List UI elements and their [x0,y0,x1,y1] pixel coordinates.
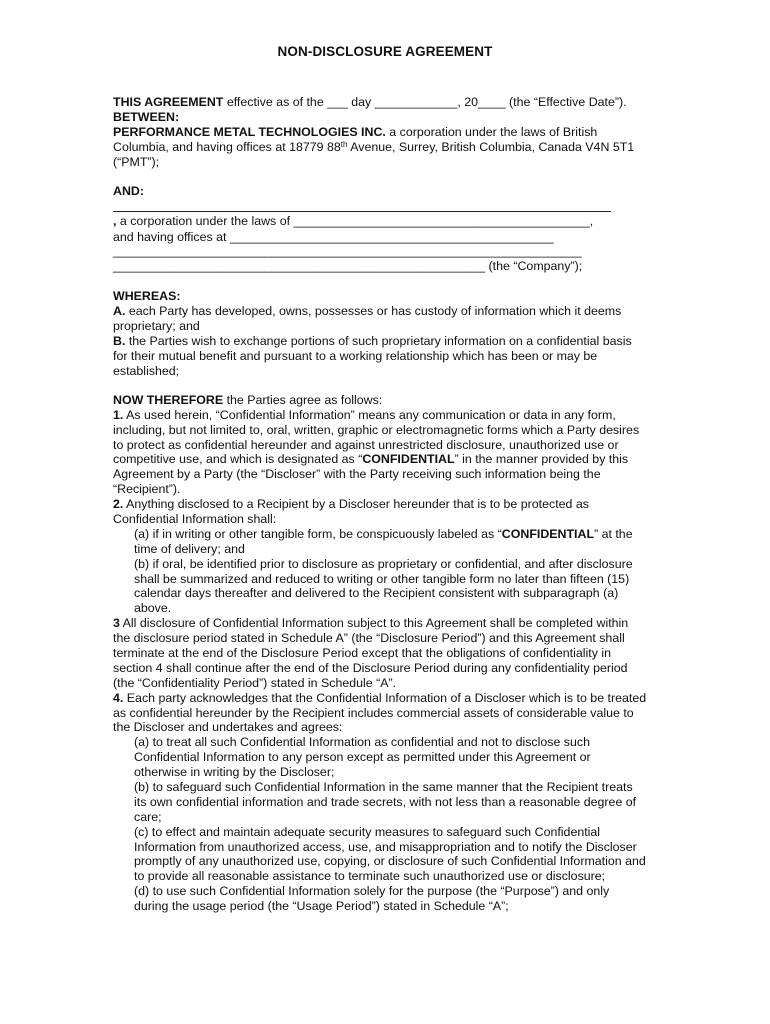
pmt-line-3: (“PMT”); [113,155,160,169]
section-4d-line-2: during the usage period (the “Usage Period”) stated in Schedule “A”; [134,899,509,913]
section-4b-line-2: its own confidential information and trade secrets, with not less than a reasonable degree of [134,795,637,809]
section-2-line-2: Confidential Information shall: [113,512,277,526]
section-4-line-2: as confidential hereunder by the Recipient includes commercial assets of considerable value to [113,706,634,720]
section-3-line-4: section 4 shall continue after the end of the Disclosure Period during any confidentiality period [113,661,628,675]
section-3-line-2: the disclosure period stated in Schedule A” (the “Disclosure Period”) and this Agreement shall [113,631,625,645]
company-name-blank [113,211,611,212]
section-4a-line-1: (a) to treat all such Confidential Information as confidential and not to disclose such [134,735,590,749]
company-line-1: , a corporation under the laws of ___________________________________________, [113,214,594,228]
section-4-line-1: 4. Each party acknowledges that the Confidential Information of a Discloser which is to be treated [113,691,647,705]
section-1-line-3: to protect as confidential hereunder and against unrestricted disclosure, unauthorized use or [113,438,619,452]
effective-date-line: THIS AGREEMENT effective as of the ___ day ____________, 20____ (the “Effective Date”). [113,95,627,109]
section-2b-line-2: shall be summarized and reduced to writing or other tangible form no later than fifteen (15) [134,572,630,586]
whereas-heading: WHEREAS: [113,289,181,303]
company-line-2: and having offices at _______________________________________________ [113,230,554,244]
section-2-line-1: 2. Anything disclosed to a Recipient by a Discloser hereunder that is to be protected as [113,497,589,511]
section-1-line-2: including, but not limited to, oral, written, graphic or electromagnetic forms which a Party desires [113,423,640,437]
recital-b-line-3: established; [113,364,180,378]
section-3-line-5: (the “Confidentiality Period”) stated in Schedule “A”. [113,676,397,690]
now-therefore-line: NOW THEREFORE the Parties agree as follows: [113,393,383,407]
recital-b-line-1: B. the Parties wish to exchange portions of such proprietary information on a confidential basis [113,334,632,348]
pmt-line-2: Columbia, and having offices at 18779 88th Avenue, Surrey, British Columbia, Canada V4N 5T1 [113,140,635,154]
section-4-line-3: the Discloser and undertakes and agrees: [113,720,343,734]
section-2a-line-2: time of delivery; and [134,542,245,556]
section-2b-line-4: above. [134,601,172,615]
and-label: AND: [113,184,144,198]
section-1-line-4: competitive use, and which is designated as “CONFIDENTIAL” in the manner provided by this [113,452,629,466]
recital-a-line-2: proprietary; and [113,319,200,333]
section-1-line-5: Agreement by a Party (the “Discloser” with the Party receiving such information being the [113,467,601,481]
section-3-line-3: terminate at the end of the Disclosure Period except that the obligations of confidentiality in [113,646,611,660]
pmt-line-1: PERFORMANCE METAL TECHNOLOGIES INC. a corporation under the laws of British [113,125,598,139]
section-2b-line-3: calendar days thereafter and delivered to the Recipient consistent with subparagraph (a) [134,586,619,600]
section-4b-line-1: (b) to safeguard such Confidential Information in the same manner that the Recipient treats [134,780,633,794]
section-1-line-1: 1. As used herein, “Confidential Information” means any communication or data in any form, [113,408,616,422]
recital-a-line-1: A. each Party has developed, owns, possesses or has custody of information which it deems [113,304,622,318]
section-1-line-6: “Recipient”). [113,482,181,496]
section-4c-line-3: promptly of any unauthorized use, copying, or disclosure of such Confidential Information and [134,854,646,868]
section-4c-line-2: Information from unauthorized access, use, and misappropriation and to notify the Discloser [134,840,637,854]
section-3-line-1: 3 All disclosure of Confidential Information subject to this Agreement shall be completed within [113,616,629,630]
recital-b-line-2: for their mutual benefit and pursuant to a working relationship which has been or may be [113,349,598,363]
section-2b-line-1: (b) if oral, be identified prior to disclosure as proprietary or confidential, and after disclosure [134,557,633,571]
pmt-name: PERFORMANCE METAL TECHNOLOGIES INC. [113,125,386,139]
section-4b-line-3: care; [134,810,162,824]
section-4a-line-2: Confidential Information to any person except as permitted under this Agreement or [134,750,591,764]
section-4d-line-1: (d) to use such Confidential Information solely for the purpose (the “Purpose”) and only [134,884,610,898]
section-4c-line-1: (c) to effect and maintain adequate security measures to safeguard such Confidential [134,825,601,839]
between-label: BETWEEN: [113,110,180,124]
document-title: NON-DISCLOSURE AGREEMENT [277,44,493,59]
section-4c-line-4: to provide all reasonable assistance to terminate such unauthorized use or disclosure; [134,869,606,883]
section-2a-line-1: (a) if in writing or other tangible form, be conspicuously labeled as “CONFIDENTIAL” at the [134,527,633,541]
section-4a-line-3: otherwise in writing by the Discloser; [134,765,335,779]
company-line-4: ______________________________________________________ (the “Company”); [113,259,583,273]
agreement-lead: THIS AGREEMENT [113,95,224,109]
company-line-3: ____________________________________________________________________ [113,244,582,258]
